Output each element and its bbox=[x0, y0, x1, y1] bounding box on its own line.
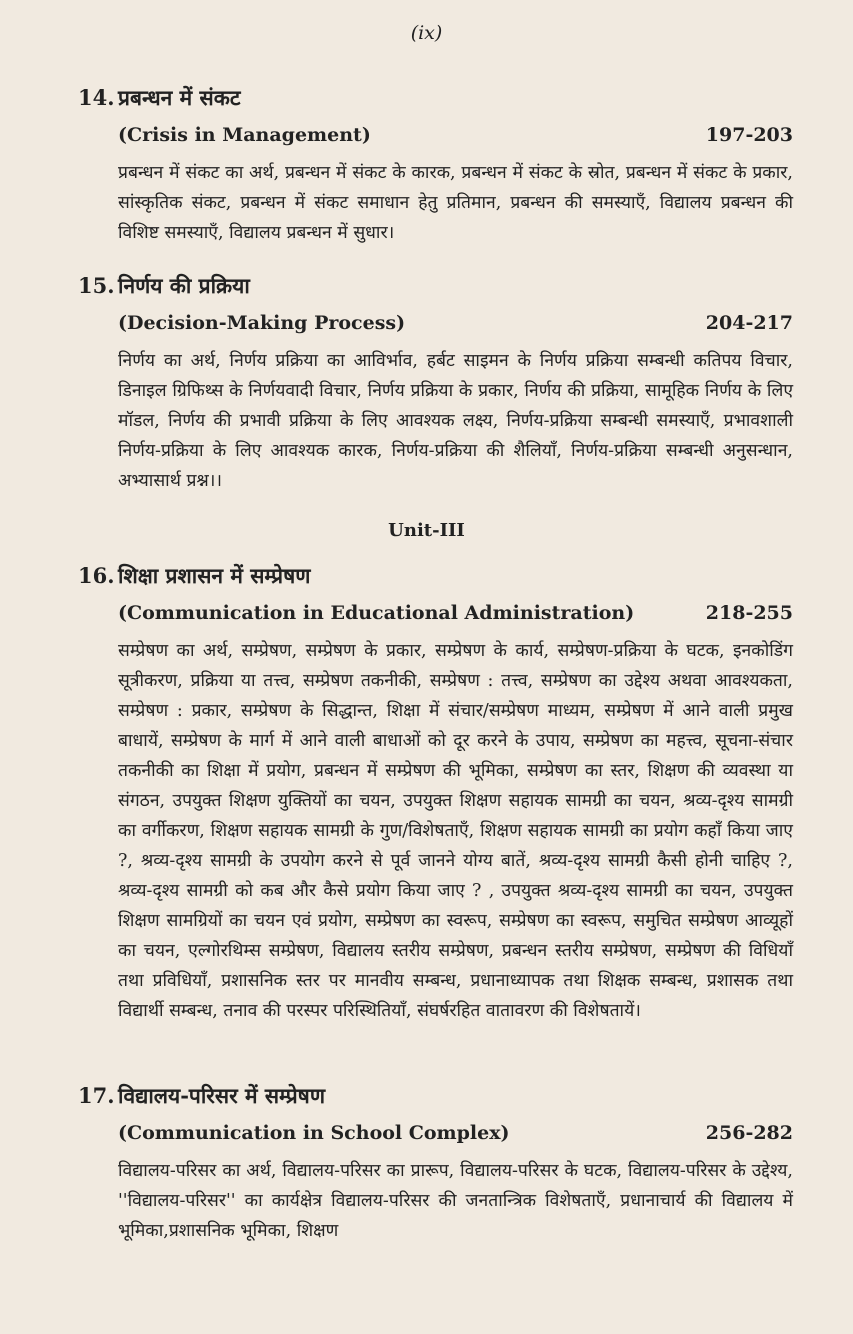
chapter-title-english: (Communication in Educational Administration) bbox=[118, 602, 635, 624]
chapter-title-hindi: शिक्षा प्रशासन में सम्प्रेषण bbox=[118, 563, 311, 588]
chapter-heading bbox=[78, 84, 793, 124]
page-range: 256-282 bbox=[705, 1122, 793, 1144]
chapter-contents: सम्प्रेषण का अर्थ, सम्प्रेषण, सम्प्रेषण के प्रकार, सम्प्रेषण के कार्य, सम्प्रेषण-प्रक्रिया के घटक, इनकोडिंग सूत्रीकरण, प्रक्रिया या तत्त्व, सम्प्रेषण तकनीकी, सम्प्रेषण : तत्त्व, सम्प्रेषण का उद्देश्य अथवा आवश्यकता, सम्प्रेषण : प्रकार, सम्प्रेषण के सिद्धान्त, शिक्षा में संचार/सम्प्रेषण माध्यम, सम्प्रेषण में आने वाली प्रमुख बाधायें, सम्प्रेषण के मार्ग में आने वाली बाधाओं को दूर करने के उपाय, सम्प्रेषण का महत्त्व, सूचना-संचार तकनीकी का शिक्षा में प्रयोग, प्रबन्धन में सम्प्रेषण की भूमिका, सम्प्रेषण का स्तर, शिक्षण की व्यवस्था या संगठन, उपयुक्त शिक्षण युक्तियों का चयन, उपयुक्त शिक्षण सहायक सामग्री का चयन, श्रव्य-दृश्य सामग्री का वर्गीकरण, शिक्षण सहायक सामग्री के गुण/विशेषताएँ, शिक्षण सहायक सामग्री का प्रयोग कहाँ किया जाए ?, श्रव्य-दृश्य सामग्री के उपयोग करने से पूर्व जानने योग्य बातें, श्रव्य-दृश्य सामग्री कैसी होनी चाहिए ?, श्रव्य-दृश्य सामग्री को कब और कैसे प्रयोग किया जाए ? , उपयुक्त श्रव्य-दृश्य सामग्री का चयन, उपयुक्त शिक्षण सामग्रियों का चयन एवं प्रयोग, सम्प्रेषण का स्वरूप, सम्प्रेषण का स्वरूप, समुचित सम्प्रेषण आव्यूहों का चयन, एल्गोरथिम्स सम्प्रेषण, विद्यालय स्तरीय सम्प्रेषण, प्रबन्धन स्तरीय सम्प्रेषण, सम्प्रेषण की विधियाँ तथा प्रविधियाँ, प्रशासनिक स्तर पर मानवीय सम्बन्ध, प्रधानाध्यापक तथा शिक्षक सम्बन्ध, प्रशासक तथा विद्यार्थी सम्बन्ध, तनाव की परस्पर परिस्थितियाँ, संघर्षरहित वातावरण की विशेषतायें। bbox=[118, 641, 793, 1021]
chapter-title-english: (Crisis in Management) bbox=[118, 124, 371, 146]
chapter-heading bbox=[78, 562, 793, 602]
chapter-contents: प्रबन्धन में संकट का अर्थ, प्रबन्धन में संकट के कारक, प्रबन्धन में संकट के स्रोत, प्रबन्धन में संकट के प्रकार, सांस्कृतिक संकट, प्रबन्धन में संकट समाधान हेतु प्रतिमान, प्रबन्धन की समस्याएँ, विद्यालय प्रबन्धन की विशिष्ट समस्याएँ, विद्यालय प्रबन्धन में सुधार। bbox=[118, 163, 793, 243]
chapter-16 bbox=[78, 562, 793, 1026]
chapter-number: 16. bbox=[78, 563, 115, 588]
chapter-heading bbox=[78, 1082, 793, 1122]
chapter-title-english: (Communication in School Complex) bbox=[118, 1122, 510, 1144]
chapter-number: 15. bbox=[78, 273, 115, 298]
page-number: (ix) bbox=[410, 22, 443, 44]
chapter-heading bbox=[78, 272, 793, 312]
chapter-title-hindi: प्रबन्धन में संकट bbox=[118, 85, 241, 110]
chapter-contents: विद्यालय-परिसर का अर्थ, विद्यालय-परिसर का प्रारूप, विद्यालय-परिसर के घटक, विद्यालय-परिसर के उद्देश्य, ''विद्यालय-परिसर'' का कार्यक्षेत्र विद्यालय-परिसर की जनतान्त्रिक विशेषताएँ, प्रधानाचार्य की विद्यालय में भूमिका,प्रशासनिक भूमिका, शिक्षण bbox=[118, 1161, 793, 1241]
chapter-subheading bbox=[118, 1122, 793, 1156]
chapter-number: 17. bbox=[78, 1083, 115, 1108]
unit-heading: Unit-III bbox=[388, 520, 465, 541]
page-range: 204-217 bbox=[705, 312, 793, 334]
chapter-title-hindi: विद्यालय-परिसर में सम्प्रेषण bbox=[118, 1083, 326, 1108]
chapter-contents: निर्णय का अर्थ, निर्णय प्रक्रिया का आविर्भाव, हर्बट साइमन के निर्णय प्रक्रिया सम्बन्धी कतिपय विचार, डिनाइल ग्रिफिथ्स के निर्णयवादी विचार, निर्णय प्रक्रिया के प्रकार, निर्णय की प्रक्रिया, सामूहिक निर्णय के लिए मॉडल, निर्णय की प्रभावी प्रक्रिया के लिए आवश्यक लक्ष्य, निर्णय-प्रक्रिया सम्बन्धी समस्याएँ, प्रभावशाली निर्णय-प्रक्रिया के लिए आवश्यक कारक, निर्णय-प्रक्रिया की शैलियाँ, निर्णय-प्रक्रिया सम्बन्धी अनुसन्धान, अभ्यासार्थ प्रश्न।। bbox=[118, 351, 793, 491]
page-range: 197-203 bbox=[705, 124, 793, 146]
chapter-number: 14. bbox=[78, 85, 115, 110]
chapter-17 bbox=[78, 1082, 793, 1246]
chapter-14 bbox=[78, 84, 793, 248]
chapter-subheading bbox=[118, 312, 793, 346]
chapter-subheading bbox=[118, 124, 793, 158]
chapter-subheading bbox=[118, 602, 793, 636]
chapter-title-english: (Decision-Making Process) bbox=[118, 312, 406, 334]
page-range: 218-255 bbox=[705, 602, 793, 624]
chapter-15 bbox=[78, 272, 793, 496]
chapter-title-hindi: निर्णय की प्रक्रिया bbox=[118, 273, 250, 298]
